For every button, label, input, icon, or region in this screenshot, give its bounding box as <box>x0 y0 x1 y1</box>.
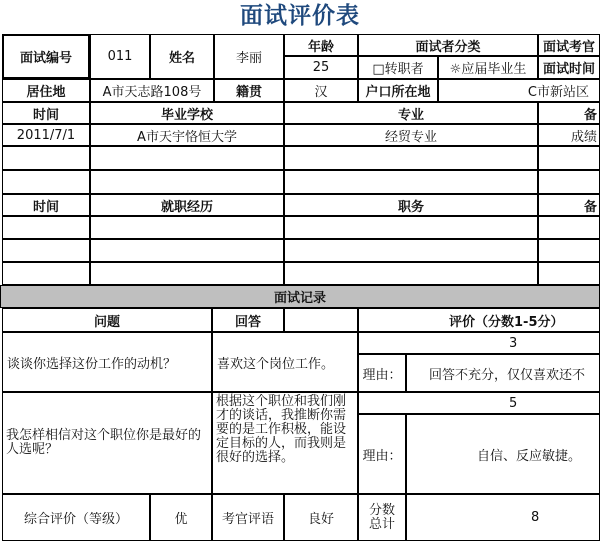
examiner-label: 面试考官 <box>538 34 600 56</box>
category-label: 面试者分类 <box>358 34 538 56</box>
total-score-label: 分数总计 <box>358 494 406 541</box>
examiner-comment-label: 考官评语 <box>212 494 284 541</box>
work-empty-cell <box>284 239 538 262</box>
interview-time-label: 面试时间 <box>538 56 600 79</box>
record-reason-label-2: 理由： <box>358 414 406 494</box>
address-label: 居住地 <box>2 79 90 102</box>
hukou-value: C市新站区 <box>438 79 600 102</box>
edu-empty-cell <box>90 170 284 194</box>
origin-label: 籍贯 <box>214 79 284 102</box>
total-score-value: 8 <box>406 494 600 541</box>
work-empty-cell <box>90 239 284 262</box>
edu-empty-cell <box>538 146 600 170</box>
edu-row-time: 2011/7/1 <box>2 124 90 146</box>
work-empty-cell <box>284 262 538 285</box>
edu-empty-cell <box>538 170 600 194</box>
record-question-2: 我怎样相信对这个职位你是最好的人选呢？ <box>2 392 212 494</box>
work-header-notes: 备 <box>538 194 600 216</box>
page-title: 面试评价表 <box>240 3 360 29</box>
work-empty-cell <box>538 239 600 262</box>
category-option-graduate: ☼应届毕业生 <box>438 56 538 79</box>
work-empty-cell <box>90 216 284 239</box>
age-label: 年龄 <box>284 34 358 56</box>
edu-header-time: 时间 <box>2 102 90 124</box>
record-answer-2: 根据这个职位和我们刚才的谈话，我推断你需要的是工作积极，能设定目标的人，而我则是很好的选择。 <box>212 392 358 494</box>
record-score-1: 3 <box>358 332 600 354</box>
record-header-answer: 回答 <box>212 308 284 332</box>
category-option-transfer: □转职者 <box>358 56 438 79</box>
name-value: 李丽 <box>214 34 284 79</box>
work-empty-cell <box>284 216 538 239</box>
record-reason-2: 自信、反应敏捷。 <box>406 414 600 494</box>
overall-rating-value: 优 <box>150 494 212 541</box>
work-empty-cell <box>538 216 600 239</box>
interview-record-title: 面试记录 <box>0 285 600 308</box>
edu-row-notes: 成绩 <box>538 124 600 146</box>
edu-row-major: 经贸专业 <box>284 124 538 146</box>
age-value: 25 <box>284 56 358 79</box>
record-reason-label-1: 理由： <box>358 354 406 392</box>
name-label: 姓名 <box>150 34 214 79</box>
record-header-spacer <box>284 308 358 332</box>
work-header-position: 职务 <box>284 194 538 216</box>
work-empty-cell <box>2 239 90 262</box>
edu-empty-cell <box>284 146 538 170</box>
origin-value: 汉 <box>284 79 358 102</box>
record-score-2: 5 <box>358 392 600 414</box>
hukou-label: 户口所在地 <box>358 79 438 102</box>
work-empty-cell <box>538 262 600 285</box>
interview-id-value: 011 <box>90 34 150 79</box>
record-question-1: 谈谈你选择这份工作的动机？ <box>2 332 212 392</box>
record-header-score: 评价（分数1-5分） <box>358 308 600 332</box>
interview-id-label: 面试编号 <box>2 34 90 79</box>
record-answer-1: 喜欢这个岗位工作。 <box>212 332 358 392</box>
edu-header-school: 毕业学校 <box>90 102 284 124</box>
edu-header-notes: 备 <box>538 102 600 124</box>
overall-rating-label: 综合评价（等级） <box>2 494 150 541</box>
work-empty-cell <box>2 262 90 285</box>
work-empty-cell <box>90 262 284 285</box>
edu-empty-cell <box>90 146 284 170</box>
examiner-comment-value: 良好 <box>284 494 358 541</box>
edu-empty-cell <box>2 170 90 194</box>
edu-header-major: 专业 <box>284 102 538 124</box>
address-value: A市天志路108号 <box>90 79 214 102</box>
record-reason-1: 回答不充分，仅仅喜欢还不 <box>406 354 600 392</box>
edu-empty-cell <box>284 170 538 194</box>
work-header-experience: 就职经历 <box>90 194 284 216</box>
edu-empty-cell <box>2 146 90 170</box>
work-header-time: 时间 <box>2 194 90 216</box>
edu-row-school: A市天宇恪恒大学 <box>90 124 284 146</box>
record-header-question: 问题 <box>2 308 212 332</box>
work-empty-cell <box>2 216 90 239</box>
